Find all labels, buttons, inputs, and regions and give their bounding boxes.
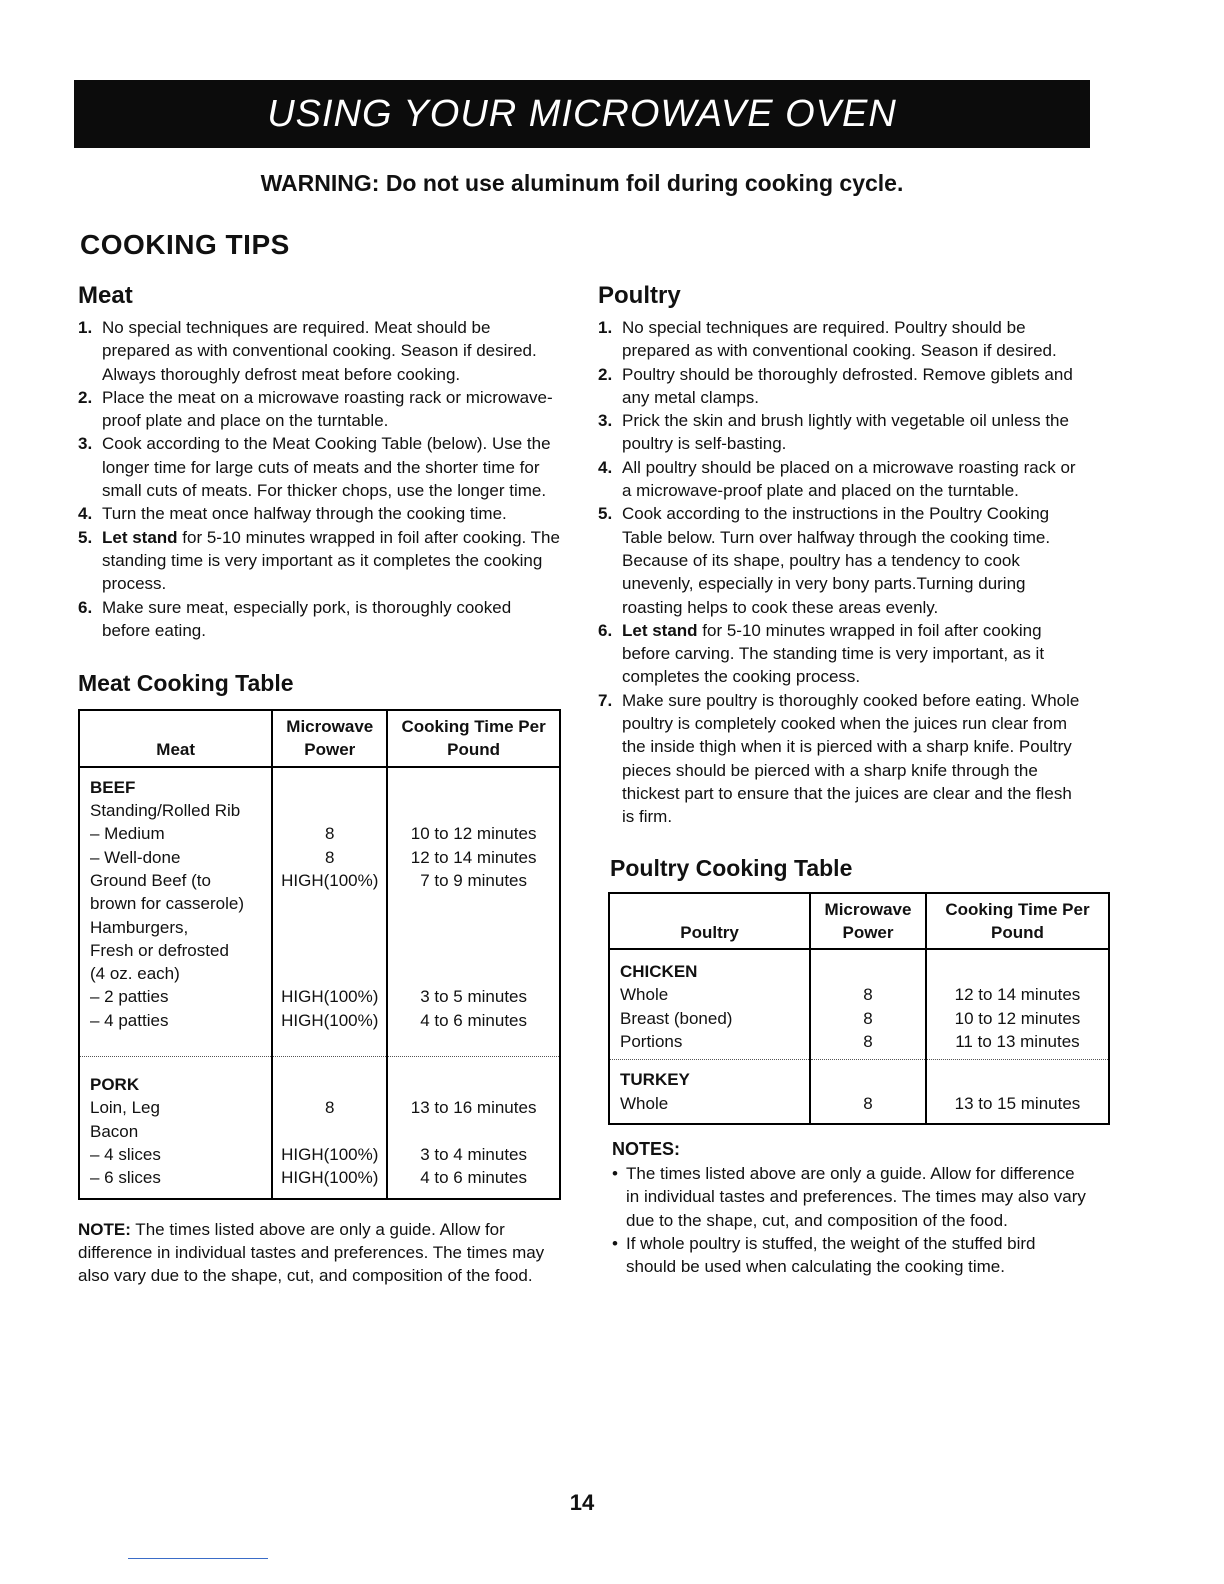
group-label-beef: BEEF (90, 777, 136, 797)
row-time: 13 to 15 minutes (954, 1093, 1081, 1113)
step-text: Turn the meat once halfway through the cooking time. (102, 504, 507, 524)
poultry-notes (612, 1139, 1088, 1278)
row-power: HIGH(100%) (281, 1144, 379, 1164)
row-time: 10 to 12 minutes (954, 1008, 1081, 1028)
note-text: The times listed above are only a guide. Allow for difference in individual tastes and preferences. The times may also vary due to the shape, cut, and composition of the food. (78, 1219, 545, 1286)
power-cell (272, 767, 387, 1057)
row-time: 7 to 9 minutes (420, 870, 527, 890)
meat-step (78, 386, 563, 433)
time-cell (387, 767, 560, 1057)
header-power: Microwave Power (272, 710, 387, 767)
row-item: – Medium (90, 824, 165, 844)
step-text: Cook according to the instructions in the Poultry Cooking Table below. Turn over halfway through the cooking time. Because of its shape, poultry has a tendency to cook unevenly, especially in very bony parts.Turning during roasting helps to cook these areas evenly. (622, 504, 1051, 617)
header-time: Cooking Time Per Pound (387, 710, 560, 767)
meat-step (78, 596, 563, 643)
table-row (609, 949, 1109, 1060)
table-row (79, 767, 560, 1057)
row-power: 8 (863, 1093, 873, 1113)
step-number: 1. (598, 318, 613, 337)
meat-cell (79, 1057, 272, 1199)
row-item: Whole (620, 1093, 669, 1113)
bullet-icon: • (612, 1163, 618, 1183)
power-cell (810, 1060, 926, 1124)
poultry-cell (609, 1060, 810, 1124)
row-item: – Well-done (90, 847, 181, 867)
table-row (79, 1057, 560, 1199)
poultry-steps (598, 316, 1088, 829)
header-poultry: Poultry (609, 893, 810, 950)
row-power: 8 (863, 1008, 873, 1028)
row-item: Loin, Leg (90, 1098, 160, 1118)
poultry-step (598, 363, 1088, 410)
meat-step (78, 526, 563, 596)
meat-heading: Meat (78, 282, 133, 309)
row-power: 8 (863, 985, 873, 1005)
meat-steps (78, 316, 563, 642)
row-power: 8 (325, 1098, 335, 1118)
row-time: 11 to 13 minutes (955, 1032, 1080, 1052)
meat-step (78, 432, 563, 502)
row-item: Bacon (90, 1121, 139, 1141)
row-item: Portions (620, 1032, 683, 1052)
meat-step (78, 316, 563, 386)
step-emphasis: Let stand (622, 620, 698, 640)
note-item (612, 1232, 1088, 1279)
poultry-step (598, 409, 1088, 456)
poultry-step (598, 456, 1088, 503)
meat-cooking-table (78, 709, 561, 1199)
row-time: 3 to 5 minutes (420, 987, 527, 1007)
row-power: HIGH(100%) (281, 987, 379, 1007)
step-text: Prick the skin and brush lightly with vegetable oil unless the poultry is self-basting. (622, 411, 1069, 454)
time-cell (926, 949, 1109, 1060)
row-item: Breast (boned) (620, 1008, 733, 1028)
poultry-table-title: Poultry Cooking Table (610, 854, 853, 881)
step-number: 3. (598, 411, 613, 431)
step-number: 4. (598, 457, 613, 477)
step-number: 7. (598, 690, 613, 710)
group-label-pork: PORK (90, 1075, 140, 1095)
row-power: HIGH(100%) (281, 1168, 379, 1188)
step-emphasis: Let stand (102, 527, 178, 547)
note-label: NOTE: (78, 1219, 131, 1239)
row-item: Standing/Rolled Rib (90, 801, 241, 821)
step-text: No special techniques are required. Poultry should be prepared as with conventional cooking. Season if desired. (622, 318, 1057, 361)
row-time: 4 to 6 minutes (420, 1168, 527, 1188)
poultry-step (598, 619, 1088, 689)
note-text: If whole poultry is stuffed, the weight of the stuffed bird should be used when calculating the cooking time. (626, 1233, 1036, 1277)
section-title: COOKING TIPS (80, 229, 290, 260)
header-power: Microwave Power (810, 893, 926, 950)
row-power: 8 (863, 1032, 873, 1052)
row-item: (4 oz. each) (90, 964, 180, 984)
footer-rule (128, 1558, 268, 1559)
step-number: 1. (78, 318, 93, 337)
poultry-cell (609, 949, 810, 1060)
step-number: 5. (598, 504, 613, 524)
note-item (612, 1162, 1088, 1232)
foil-warning: WARNING: Do not use aluminum foil during cooking cycle. (260, 170, 904, 196)
row-time: 12 to 14 minutes (410, 847, 537, 867)
row-item: – 2 patties (90, 987, 169, 1007)
step-number: 6. (78, 597, 93, 617)
table-row (609, 1060, 1109, 1124)
row-time: 12 to 14 minutes (954, 985, 1081, 1005)
meat-column (78, 282, 563, 1287)
time-cell (387, 1057, 560, 1199)
step-text: for 5-10 minutes wrapped in foil after cooking. The standing time is very important as it completes the cooking process. (102, 527, 560, 594)
row-item: Whole (620, 985, 669, 1005)
meat-step (78, 502, 563, 525)
row-item: – 4 patties (90, 1010, 169, 1030)
step-text: Cook according to the Meat Cooking Table (below). Use the longer time for large cuts of meats and the shorter time for small cuts of meats. For thicker chops, use the longer time. (102, 434, 551, 501)
row-item: – 6 slices (90, 1168, 161, 1188)
row-power: HIGH(100%) (281, 1010, 379, 1030)
banner-title: USING YOUR MICROWAVE OVEN (267, 92, 897, 135)
step-text: Poultry should be thoroughly defrosted. Remove giblets and any metal clamps. (622, 364, 1073, 407)
power-cell (272, 1057, 387, 1199)
step-number: 6. (598, 620, 613, 640)
meat-cell (79, 767, 272, 1057)
step-text: No special techniques are required. Meat should be prepared as with conventional cooking. Season if desired. Always thoroughly defrost meat before cooking. (102, 318, 537, 384)
row-item: Fresh or defrosted (90, 940, 229, 960)
row-power: HIGH(100%) (281, 870, 379, 890)
group-label-chicken: CHICKEN (620, 962, 698, 982)
row-time: 13 to 16 minutes (410, 1098, 537, 1118)
row-item: – 4 slices (90, 1144, 161, 1164)
row-item: Ground Beef (to brown for casserole) (90, 870, 245, 914)
poultry-heading: Poultry (598, 282, 681, 309)
poultry-step (598, 502, 1088, 618)
row-time: 10 to 12 minutes (410, 824, 537, 844)
step-number: 2. (78, 387, 93, 407)
note-text: The times listed above are only a guide. Allow for difference in individual tastes and preferences. The times may also vary due to the shape, cut, and composition of the food. (626, 1163, 1086, 1230)
step-text: for 5-10 minutes wrapped in foil after cooking before carving. The standing time is very important, as it completes the cooking process. (622, 620, 1045, 687)
meat-table-title: Meat Cooking Table (78, 670, 294, 697)
poultry-column (598, 282, 1088, 1278)
notes-heading: NOTES: (612, 1138, 681, 1159)
poultry-cooking-table (608, 892, 1110, 1125)
step-number: 2. (598, 364, 613, 384)
row-item: Hamburgers, (90, 917, 189, 937)
page-number: 14 (569, 1490, 595, 1515)
table-header-row (79, 710, 560, 767)
poultry-step (598, 316, 1088, 363)
row-power: 8 (325, 824, 335, 844)
group-label-turkey: TURKEY (620, 1070, 690, 1090)
notes-list (612, 1162, 1088, 1278)
step-number: 3. (78, 434, 93, 454)
step-text: Place the meat on a microwave roasting rack or microwave-proof plate and place on the turntable. (102, 387, 553, 431)
row-power: 8 (325, 847, 335, 867)
step-number: 4. (78, 504, 93, 524)
step-text: Make sure poultry is thoroughly cooked before eating. Whole poultry is completely cooked when the juices run clear from the inside thigh when it is pierced with a sharp knife. Poultry pieces should be pierced with a sharp knife through the thickest part to ensure that the juices are clear and the flesh is firm. (622, 690, 1080, 827)
step-text: Make sure meat, especially pork, is thoroughly cooked before eating. (102, 597, 512, 640)
power-cell (810, 949, 926, 1060)
header-time: Cooking Time Per Pound (926, 893, 1109, 950)
table-header-row (609, 893, 1109, 950)
page-banner (74, 80, 1090, 148)
row-time: 3 to 4 minutes (420, 1144, 527, 1164)
step-number: 5. (78, 527, 93, 547)
meat-note (78, 1218, 563, 1288)
bullet-icon: • (612, 1233, 618, 1253)
step-text: All poultry should be placed on a microwave roasting rack or a microwave-proof plate and placed on the turntable. (622, 457, 1076, 501)
poultry-step (598, 689, 1088, 829)
time-cell (926, 1060, 1109, 1124)
row-time: 4 to 6 minutes (420, 1010, 527, 1030)
header-meat: Meat (79, 710, 272, 767)
